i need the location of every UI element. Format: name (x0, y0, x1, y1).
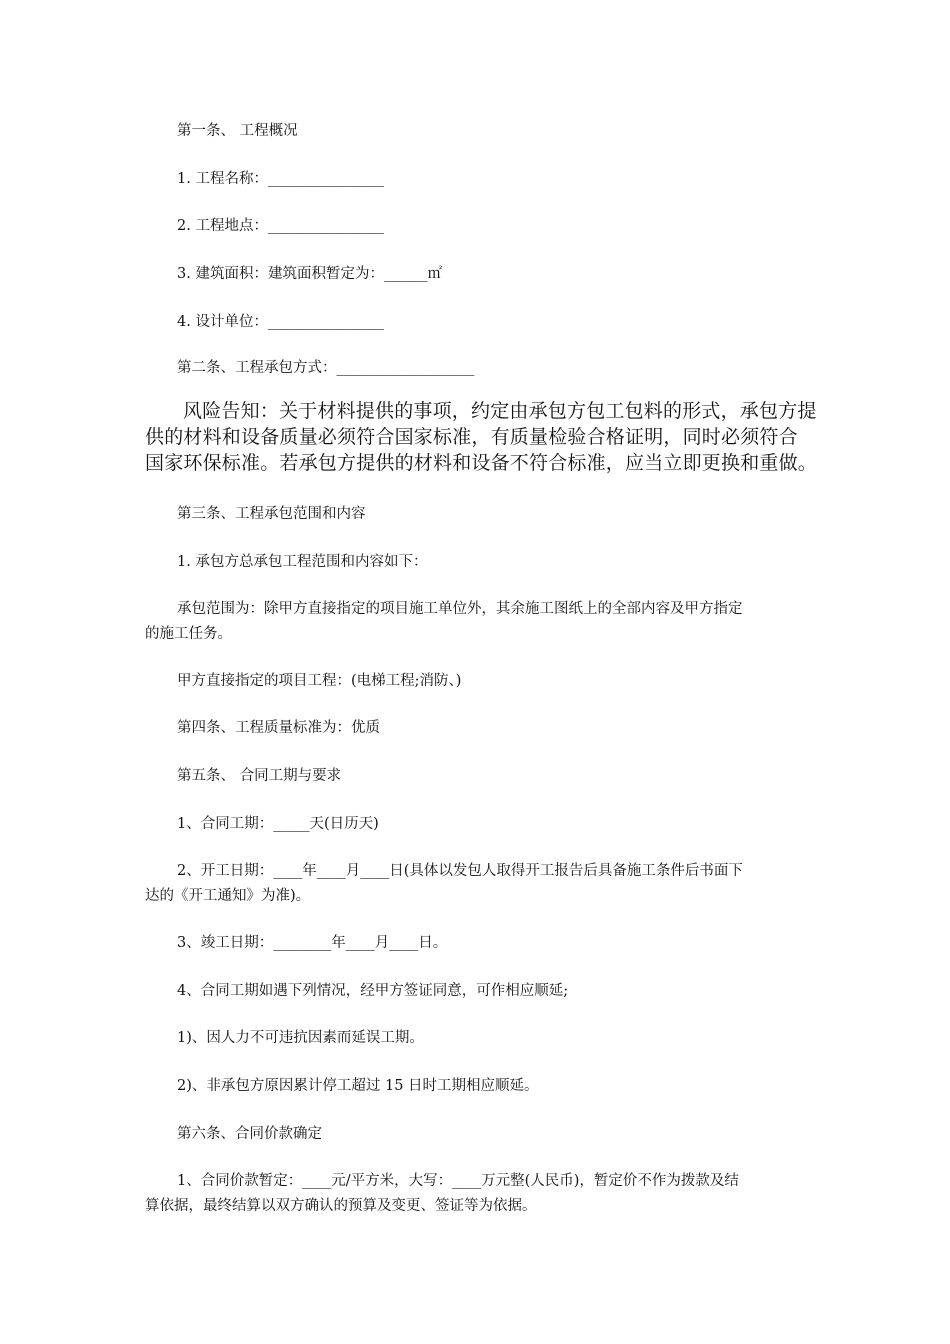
extension-stoppage: 2)、非承包方原因累计停工超过 15 日时工期相应顺延。 (177, 1078, 539, 1094)
risk-notice-line-2: 供的材料和设备质量必须符合国家标准，有质量检验合格证明，同时必须符合 (145, 426, 798, 448)
contract-period-item: 1、合同工期：_____天(日历天) (177, 816, 379, 832)
risk-notice-line-3: 国家环保标准。若承包方提供的材料和设备不符合标准，应当立即更换和重做。 (145, 452, 818, 474)
article-2-title: 第二条、工程承包方式：___________________ (177, 360, 475, 376)
design-unit-field: 4. 设计单位：________________ (177, 314, 384, 330)
risk-notice-line-1: 风险告知：关于材料提供的事项，约定由承包方包工包料的形式，承包方提 (183, 400, 817, 422)
start-date-line-2: 达的《开工通知》为准)。 (145, 888, 311, 904)
extension-conditions-item: 4、合同工期如遇下列情况，经甲方签证同意，可作相应顺延; (177, 983, 569, 999)
completion-date-item: 3、竣工日期：________年____月____日。 (177, 935, 448, 951)
building-area-field: 3. 建筑面积：建筑面积暂定为：______㎡ (177, 266, 442, 282)
scope-text-line-1: 承包范围为：除甲方直接指定的项目施工单位外，其余施工图纸上的全部内容及甲方指定 (177, 601, 743, 617)
extension-force-majeure: 1)、因人力不可违抗因素而延误工期。 (177, 1030, 424, 1046)
article-5-title: 第五条、 合同工期与要求 (177, 768, 342, 784)
article-4-title: 第四条、工程质量标准为：优质 (177, 720, 380, 736)
article-3-title: 第三条、工程承包范围和内容 (177, 506, 366, 522)
project-location-field: 2. 工程地点：________________ (177, 218, 384, 234)
article-1-title: 第一条、 工程概况 (177, 123, 298, 139)
start-date-line-1: 2、开工日期：____年____月____日(具体以发包人取得开工报告后具备施工条件后书面下 (177, 863, 743, 879)
article-6-title: 第六条、合同价款确定 (177, 1126, 322, 1142)
price-line-2: 算依据，最终结算以双方确认的预算及变更、签证等为依据。 (145, 1198, 537, 1214)
direct-designated-projects: 甲方直接指定的项目工程：(电梯工程;消防、) (177, 673, 462, 689)
contract-scope-item: 1. 承包方总承包工程范围和内容如下： (177, 554, 428, 570)
price-line-1: 1、合同价款暂定：____元/平方米，大写：____万元整(人民币)，暂定价不作为拨款及结 (177, 1173, 739, 1189)
scope-text-line-2: 的施工任务。 (145, 626, 232, 642)
project-name-field: 1. 工程名称：________________ (177, 171, 384, 187)
